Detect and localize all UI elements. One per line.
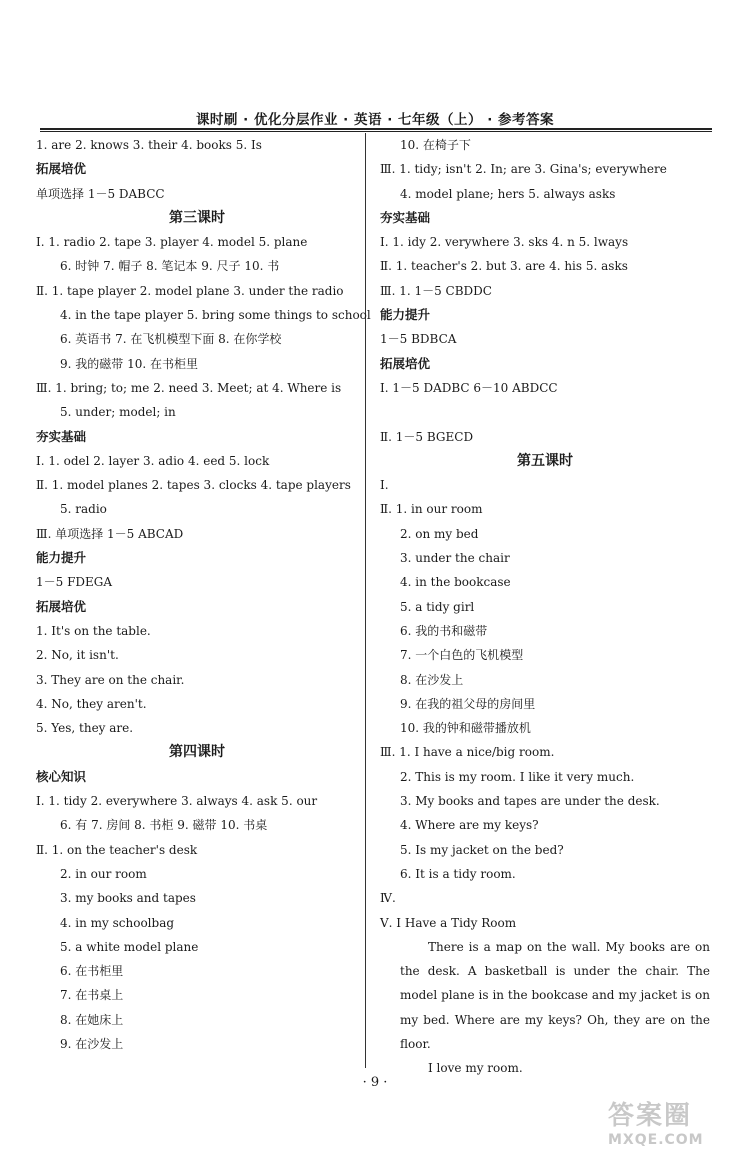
answer-line: Ⅰ. 1. radio 2. tape 3. player 4. model 5. plane: [36, 235, 308, 250]
section-heading: 夯实基础: [36, 428, 87, 444]
answer-line: 6. It is a tidy room.: [400, 866, 516, 881]
page-number: · 9 ·: [362, 1075, 388, 1090]
lesson-title: 第四课时: [169, 744, 225, 761]
watermark-text-bottom: MXQE.COM: [608, 1132, 704, 1148]
answer-line: 4. in my schoolbag: [60, 915, 175, 930]
answer-line: Ⅰ. 1. tidy 2. everywhere 3. always 4. ask 5. our: [36, 794, 318, 809]
answer-line: Ⅰ. 1－5 DADBC 6－10 ABDCC: [380, 380, 558, 395]
section-heading: 拓展培优: [36, 598, 87, 614]
watermark-text-top: 答案圈: [608, 1101, 693, 1131]
answer-line: 6. 英语书 7. 在飞机模型下面 8. 在你学校: [60, 332, 282, 347]
watermark-logo: [608, 1101, 738, 1153]
answer-line: 3. They are on the chair.: [36, 672, 185, 687]
answer-line: 1－5 FDEGA: [36, 575, 113, 590]
answer-line: 10. 我的钟和磁带播放机: [400, 721, 531, 736]
right-column: [380, 133, 710, 1081]
answer-line: Ⅰ. 1. odel 2. layer 3. adio 4. eed 5. lock: [36, 453, 270, 468]
answer-line: 10. 在椅子下: [400, 138, 471, 152]
answer-line: Ⅱ. 1. in our room: [380, 502, 483, 517]
header-rule: [40, 128, 712, 130]
section-heading: 夯实基础: [380, 209, 431, 225]
answer-line: 2. on my bed: [400, 526, 479, 541]
answer-line: 4. model plane; hers 5. always asks: [400, 186, 616, 201]
answer-line: Ⅲ. 单项选择 1－5 ABCAD: [36, 526, 184, 541]
answer-line: 5. under; model; in: [60, 405, 176, 420]
answer-line: 7. 在书桌上: [60, 988, 124, 1003]
answer-line: 9. 在沙发上: [60, 1036, 124, 1051]
answer-line: Ⅲ. 1. 1－5 CBDDC: [380, 283, 492, 298]
answer-line: 3. My books and tapes are under the desk.: [400, 794, 660, 809]
answer-line: Ⅱ. 1. model planes 2. tapes 3. clocks 4. tape players: [36, 478, 351, 493]
answer-line: 8. 在她床上: [60, 1012, 124, 1027]
spacer: [380, 400, 710, 424]
answer-line: 2. This is my room. I like it very much.: [400, 769, 635, 784]
column-divider: [365, 133, 366, 1068]
answer-line: Ⅱ. 1. tape player 2. model plane 3. under the radio: [36, 283, 344, 298]
answer-line: 3. my books and tapes: [60, 891, 196, 906]
answer-line: 4. No, they aren't.: [36, 696, 147, 711]
answer-line: 8. 在沙发上: [400, 672, 464, 687]
answer-line: 3. under the chair: [400, 551, 510, 566]
answer-line: 1. are 2. knows 3. their 4. books 5. Is: [36, 138, 262, 152]
answer-line: Ⅱ. 1. teacher's 2. but 3. are 4. his 5. asks: [380, 259, 628, 274]
answer-line: 5. radio: [60, 502, 107, 517]
answer-line: 6. 有 7. 房间 8. 书柜 9. 磁带 10. 书桌: [60, 818, 268, 833]
answer-line: Ⅳ.: [380, 891, 396, 906]
answer-line: Ⅱ. 1. on the teacher's desk: [36, 842, 198, 857]
answer-line: 5. Is my jacket on the bed?: [400, 842, 564, 857]
header-rule-thin: [40, 131, 712, 132]
answer-line: 5. Yes, they are.: [36, 721, 134, 736]
answer-line: Ⅴ. I Have a Tidy Room: [380, 915, 517, 930]
answer-line: 9. 我的磁带 10. 在书柜里: [60, 356, 198, 371]
answer-line: 6. 时钟 7. 帽子 8. 笔记本 9. 尺子 10. 书: [60, 259, 280, 274]
left-column: [36, 133, 371, 1056]
answer-line: 5. a white model plane: [60, 939, 199, 954]
section-heading: 拓展培优: [36, 161, 87, 177]
page-header: 课时刷 · 优化分层作业 · 英语 · 七年级（上） · 参考答案: [195, 112, 555, 128]
answer-line: 2. No, it isn't.: [36, 648, 119, 663]
answer-line: 9. 在我的祖父母的房间里: [400, 696, 536, 711]
section-heading: 拓展培优: [380, 355, 431, 371]
answer-line: 1. It's on the table.: [36, 623, 151, 638]
answer-line: 4. in the tape player 5. bring some things to school: [60, 308, 371, 323]
section-heading: 能力提升: [380, 307, 431, 323]
answer-line: 6. 在书柜里: [60, 964, 124, 979]
answer-line: 4. in the bookcase: [400, 575, 511, 590]
answer-line: Ⅲ. 1. tidy; isn't 2. In; are 3. Gina's; everywhere: [380, 162, 667, 177]
section-heading: 核心知识: [36, 768, 87, 784]
lesson-title: 第三课时: [169, 209, 225, 226]
answer-line: Ⅰ.: [380, 478, 389, 493]
answer-line: 6. 我的书和磁带: [400, 623, 488, 638]
answer-line: Ⅰ. 1. idy 2. verywhere 3. sks 4. n 5. lways: [380, 235, 629, 250]
essay-text: There is a map on the wall. My books are on the desk. A basketball is under the chair. The model plane is in the bookcase and my jacket is on my bed. Where are my keys? Oh, they are on the floor.: [400, 939, 710, 1051]
answer-line: Ⅲ. 1. I have a nice/big room.: [380, 745, 555, 760]
answer-line: 5. a tidy girl: [400, 599, 475, 614]
section-heading: 能力提升: [36, 550, 87, 566]
essay-paragraph: [380, 935, 710, 1056]
answer-line: Ⅱ. 1－5 BGECD: [380, 429, 474, 444]
answer-line: 2. in our room: [60, 866, 147, 881]
answer-line: Ⅲ. 1. bring; to; me 2. need 3. Meet; at 4. Where is: [36, 380, 342, 395]
answer-line: 4. Where are my keys?: [400, 818, 539, 833]
answer-line: 7. 一个白色的飞机模型: [400, 648, 524, 663]
essay-closing: I love my room.: [428, 1061, 523, 1076]
answer-line: 1－5 BDBCA: [380, 332, 457, 347]
answer-line: 单项选择 1－5 DABCC: [36, 186, 165, 201]
lesson-title: 第五课时: [517, 452, 573, 469]
